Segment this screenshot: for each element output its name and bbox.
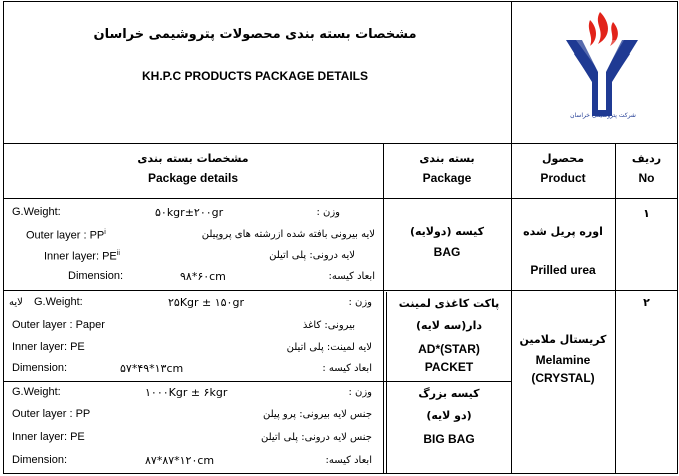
row-2a-inner-label: Inner layer: PE [12,341,85,353]
logo-caption: شرکت پتروشیمی خراسان [570,112,636,119]
row-1-no: ۱ [643,207,650,220]
row-2a-outer-fa: بیرونی: کاغذ [302,320,355,331]
row-2a-inner-fa: لایه لمینت: پلی اتیلن [286,342,372,353]
row-2b-outer-fa: جنس لایه بیرونی: پرو پیلن [263,409,372,420]
row-2a-weight-label: G.Weight: [34,296,83,308]
row-2-product-en-2: (CRYSTAL) [531,371,595,385]
row-2b-inner-label: Inner layer: PE [12,431,85,443]
row-2a-weight-prefix: لایه [9,297,23,308]
row-2b-dim-fa: ابعاد کیسه: [325,455,372,466]
row-2b-package-fa-1: کیسه بزرگ [418,387,480,400]
row-2a-outer-label: Outer layer : Paper [12,319,105,331]
header-details-fa: مشخصات بسته بندی [137,152,249,165]
row-2a-weight-value: ۲۵Kgr ± ۱۵۰gr [168,296,244,309]
header-package-en: Package [422,171,472,185]
row-1-package-fa: کیسه (دولایه) [409,225,485,238]
row-2b-package-fa-2: (دو لایه) [426,409,472,422]
row-2-no: ۲ [643,296,650,309]
row-2a-dim-label: Dimension: [12,362,68,374]
row-2a-dim-value: ۵۷*۴۹*۱۳cm [120,362,184,375]
row-2b-weight-label: G.Weight: [12,386,61,398]
row-2a-weight-fa: وزن : [348,297,372,308]
row-1-dim-value: ۹۸*۶۰cm [180,270,226,283]
divider [383,143,384,474]
row-1-dim-fa: ابعاد کیسه: [328,271,375,282]
divider [3,290,678,291]
header-no-en: No [638,171,655,185]
row-2-product-en-1: Melamine [535,353,591,367]
row-2a-package-fa-1: پاکت کاغذی لمینت [398,297,500,310]
header-package-fa: بسته بندی [419,152,475,165]
row-2b-dim-label: Dimension: [12,454,68,466]
header-product-fa: محصول [541,152,585,165]
divider [3,198,678,199]
row-2b-dim-value: ۸۷*۸۷*۱۲۰cm [145,454,215,467]
divider [3,143,678,144]
row-2a-package-en-1: AD*(STAR) [418,342,480,356]
divider [615,143,616,474]
row-1-weight-label: G.Weight: [12,206,61,218]
row-1-inner-text: Inner layer: PE [44,250,117,263]
row-1-outer-label [26,229,106,242]
row-1-package-en: BAG [433,245,461,259]
row-2b-package-en: BIG BAG [423,432,475,446]
row-1-product-en: Prilled urea [530,263,596,277]
header-product-en: Product [540,171,586,185]
row-1-weight-value: ۵۰kgr±۲۰۰gr [155,206,224,219]
divider [511,143,512,474]
row-1-inner-label [44,250,120,263]
title-en: KH.P.C PRODUCTS PACKAGE DETAILS [141,69,369,83]
title-fa: مشخصات بسته بندی محصولات پتروشیمی خراسان [93,27,417,42]
header-details-en: Package details [147,171,239,185]
row-1-product-fa: اوره پریل شده [523,225,603,238]
row-1-outer-text: Outer layer : PP [26,229,105,242]
row-2-product-fa: کریستال ملامین [519,333,607,346]
footnote-mark: ii [116,250,120,257]
row-1-outer-fa: لایه بیرونی بافته شده ازرشته های پروپیلن [201,229,375,240]
row-2a-dim-fa: ابعاد کیسه : [322,363,372,374]
footnote-mark: i [104,229,106,236]
row-2a-package-en-2: PACKET [424,360,474,374]
row-1-dim-label: Dimension: [68,270,124,282]
row-2b-inner-fa: جنس لایه درونی: پلی اتیلن [260,432,372,443]
row-2a-package-fa-2: دار(سه لایه) [415,319,483,332]
header-no-fa: ردیف [631,152,662,165]
row-2b-weight-fa: وزن : [348,387,372,398]
divider [3,381,511,382]
row-1-weight-fa: وزن : [316,207,340,218]
divider [511,1,512,143]
row-1-inner-fa: لایه درونی: پلی اتیلن [269,250,355,261]
row-2b-weight-value: ۱۰۰۰Kgr ± ۶kgr [145,386,228,399]
row-2b-outer-label: Outer layer : PP [12,408,91,420]
company-logo [560,10,645,135]
